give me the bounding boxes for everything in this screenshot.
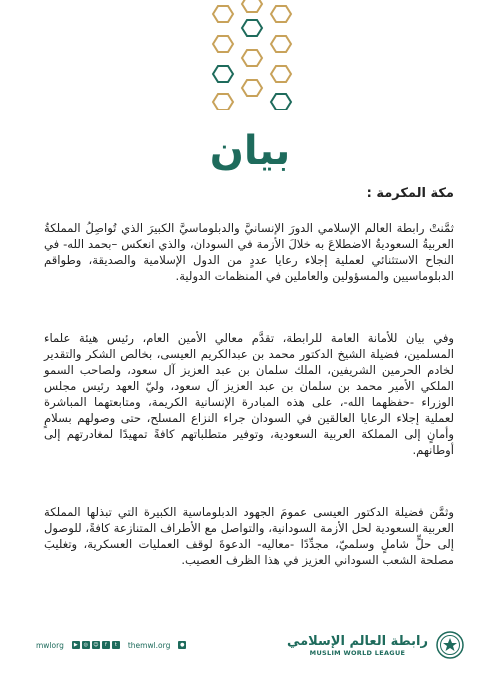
statement-paragraph-1: ثمَّنتْ رابطة العالم الإسلامي الدورَ الإنسانيَّ والدبلوماسيَّ الكبيرَ الذي تُواصِلُ المملكةُ العربيةُ السعوديةُ الاضطلاعَ به خلالَ الأزمة في السودان، والذي انعكس –بحمد الله- في النجاح الاستثنائي لعملية إجلاء رعايا عددٍ من الدول الإسلامية والصديقة، وطواقم الدبلوماسيين والمسؤولين والعاملين في المنظمات الدولية.: [44, 221, 454, 283]
footer-links: [36, 641, 186, 650]
youtube-icon[interactable]: ▶: [72, 641, 80, 649]
facebook-icon[interactable]: f: [102, 641, 110, 649]
logo-arabic-text: رابطة العالم الإسلامي: [286, 633, 428, 649]
logo-english-text: MUSLIM WORLD LEAGUE: [309, 648, 406, 657]
website-link[interactable]: themwl.org: [127, 640, 171, 650]
mwl-logo: [287, 631, 464, 659]
instagram-icon[interactable]: ◎: [83, 642, 89, 648]
statement-paragraph-3: وثمَّن فضيلة الدكتور العيسى عمومَ الجهود الدبلوماسية الكبيرة التي تبذلها المملكة العربية السعودية لحل الأزمة السودانية، والتواصل مع الأطراف المتنازعة كافةً، للوصول إلى حلٍّ شاملٍ وسلميّ، مجدِّدًا -معاليه- الدعوةَ لوقف العمليات العسكرية، وتغليبَ مصلحة الشعب السوداني العزيز في هذا الظرف العصيب.: [44, 505, 454, 567]
page-title: بيان: [209, 128, 291, 174]
geometric-pattern-decoration: [200, 0, 304, 110]
statement-paragraph-2: وفي بيان للأمانة العامة للرابطة، تقدَّم معالي الأمين العام، رئيس هيئة علماء المسلمين، فضيلة الشيخ الدكتور محمد بن عبدالكريم العيسى، بخالص الشكر والتقدير لخادم الحرمين الشريفين، الملك سلمان بن عبد العزيز آل سعود، ولصاحب السمو الملكي الأمير محمد بن سلمان بن عبد العزيز آل سعود، وليّ العهد رئيس مجلس الوزراء -حفظهما الله-، على هذه المبادرة الإنسانية الكريمة، ومتابعتهما المباشرة لعملية إجلاء الرعايا العالقين في السودان جراء النزاع المسلح، حتى وصولهم بسلامٍ وأمانٍ إلى المملكة العربية السعودية، وتوفير متطلباتهم كافةً تمهيدًا لمغادرتهم إلى أوطانهم.: [44, 331, 454, 457]
social-handle[interactable]: mwlorg: [36, 640, 64, 650]
mwl-emblem-icon: [436, 631, 464, 659]
snapchat-icon[interactable]: ☺: [93, 642, 99, 648]
twitter-icon[interactable]: t: [112, 641, 120, 649]
social-icons: [72, 641, 120, 649]
globe-icon[interactable]: ●: [180, 642, 185, 648]
footer: [36, 628, 464, 662]
dateline-location: مكة المكرمة :: [366, 186, 454, 201]
